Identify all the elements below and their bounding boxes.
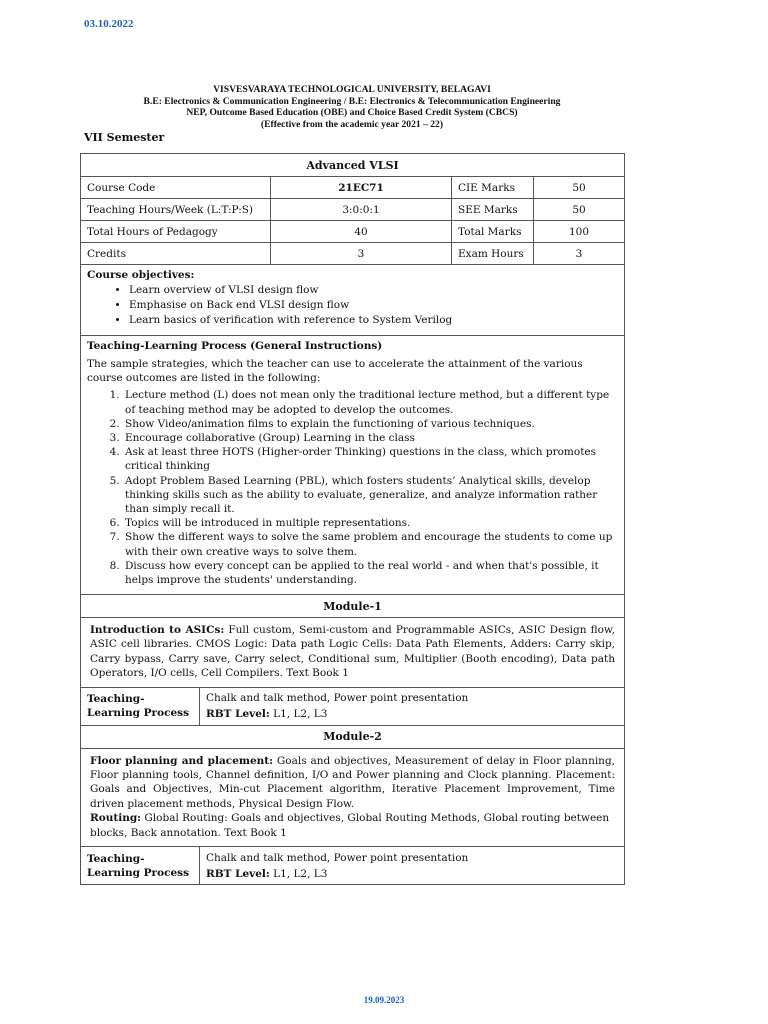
credits-label: Credits — [81, 243, 271, 265]
total-marks-value: 100 — [534, 221, 625, 243]
objectives-row — [81, 265, 625, 336]
pedagogy-hours-value: 40 — [271, 221, 452, 243]
module-1-tl-row — [81, 687, 625, 725]
module-1-tl-value — [200, 687, 625, 725]
rbt-level-value: L1, L2, L3 — [269, 708, 328, 721]
list-item: • Emphasise on Back end VLSI design flow — [129, 298, 618, 313]
list-item: 6. Topics will be introduced in multiple representations. — [123, 516, 618, 530]
course-info-row — [81, 199, 625, 221]
total-marks-label: Total Marks — [452, 221, 534, 243]
module-1-rbt — [206, 706, 618, 722]
module-2-content-row — [81, 748, 625, 846]
teaching-hours-label: Teaching Hours/Week (L:T:P:S) — [81, 199, 271, 221]
teaching-learning-cell — [81, 336, 625, 595]
semester-label: VII Semester — [84, 131, 165, 144]
cie-marks-value: 50 — [534, 177, 625, 199]
course-title: Advanced VLSI — [81, 154, 625, 177]
module-1-topic: Introduction to ASICs: — [90, 624, 225, 636]
objectives-heading: Course objectives: — [87, 269, 195, 281]
header-effective-year: (Effective from the academic year 2021 – 22) — [260, 118, 444, 130]
module-2-tl-row — [81, 847, 625, 885]
course-info-row — [81, 177, 625, 199]
see-marks-value: 50 — [534, 199, 625, 221]
list-item: 8. Discuss how every concept can be applied to the real world - and when that's possible, it helps improve the students' understanding. — [123, 559, 618, 587]
module-2-title-row — [81, 725, 625, 748]
list-item: 5. Adopt Problem Based Learning (PBL), which fosters students’ Analytical skills, develop thinking skills such as the ability to evaluate, generalize, and analyze information rather than simply recall it. — [123, 474, 618, 517]
list-item: 2. Show Video/animation films to explain the functioning of various techniques. — [123, 417, 618, 431]
module-1-tl-method: Chalk and talk method, Power point presentation — [206, 692, 469, 705]
pedagogy-hours-label: Total Hours of Pedagogy — [81, 221, 271, 243]
course-title-row — [81, 154, 625, 177]
list-item: 7. Show the different ways to solve the same problem and encourage the students to come up with their own creative ways to solve them. — [123, 530, 618, 558]
list-item: 4. Ask at least three HOTS (Higher-order Thinking) questions in the class, which promotes critical thinking — [123, 445, 618, 473]
module-2-description: Goals and objectives, Measurement of delay in Floor planning, Floor planning tools, Channel definition, I/O and Power planning and Clock planning. Placement: Goals and Objectives, Min-cut Placement algorithm, Iterative Placement Improvement, Time driven placement methods, Physical Design Flow. — [90, 754, 616, 810]
module-2-paragraph-1 — [90, 754, 615, 812]
rbt-level-label: RBT Level: — [206, 867, 270, 880]
objectives-list — [87, 283, 618, 328]
objectives-cell — [81, 265, 625, 336]
teaching-learning-heading: Teaching-Learning Process (General Instructions) — [87, 340, 383, 352]
document-date-top: 03.10.2022 — [84, 18, 134, 30]
teaching-learning-row — [81, 336, 625, 595]
course-info-row — [81, 221, 625, 243]
module-1-content-row — [81, 618, 625, 688]
credits-value: 3 — [271, 243, 452, 265]
module-1-description: Full custom, Semi-custom and Programmable ASICs, ASIC Design flow, ASIC cell libraries. CMOS Logic: Data path Logic Cells: Data Path Elements, Adders: Carry skip, Carry bypass, Carry save, Carry select, Conditional sum, Multiplier (Booth encoding), Data path Operators, I/O cells, Cell Compilers. Text Book 1 — [90, 624, 616, 680]
header-university-name: VISVESVARAYA TECHNOLOGICAL UNIVERSITY, BELAGAVI — [213, 84, 491, 95]
module-2-paragraph-2 — [90, 811, 615, 840]
module-2-topic-routing: Routing: — [90, 812, 142, 825]
teaching-learning-list — [87, 388, 618, 587]
exam-hours-label: Exam Hours — [452, 243, 534, 265]
course-code-label: Course Code — [81, 177, 271, 199]
list-item: 3. Encourage collaborative (Group) Learning in the class — [123, 431, 618, 445]
document-date-bottom: 19.09.2023 — [363, 995, 405, 1005]
module-2-content — [81, 748, 625, 846]
module-2-topic: Floor planning and placement: — [90, 754, 274, 767]
module-2-tl-label: Teaching-Learning Process — [81, 847, 200, 885]
module-2-tl-method: Chalk and talk method, Power point presentation — [206, 851, 469, 864]
university-header — [80, 84, 624, 130]
module-1-title-row — [81, 595, 625, 618]
module-1-content — [81, 618, 625, 688]
course-info-row — [81, 243, 625, 265]
list-item: • Learn overview of VLSI design flow — [129, 283, 618, 298]
syllabus-table — [80, 153, 625, 885]
see-marks-label: SEE Marks — [452, 199, 534, 221]
module-2-rbt — [206, 866, 618, 882]
module-2-tl-value — [200, 847, 625, 885]
rbt-level-label: RBT Level: — [206, 708, 270, 721]
teaching-learning-intro: The sample strategies, which the teacher can use to accelerate the attainment of the various course outcomes are listed in the following: — [87, 358, 583, 385]
teaching-hours-value: 3:0:0:1 — [271, 199, 452, 221]
header-program-name: B.E: Electronics & Communication Engineering / B.E: Electronics & Telecommunication Engineering — [143, 95, 561, 107]
module-2-title: Module-2 — [81, 725, 625, 748]
list-item: 1. Lecture method (L) does not mean only the traditional lecture method, but a different type of teaching method may be adopted to develop the outcomes. — [123, 388, 618, 416]
header-scheme: NEP, Outcome Based Education (OBE) and Choice Based Credit System (CBCS) — [186, 107, 518, 118]
module-2-description-routing: Global Routing: Goals and objectives, Global Routing Methods, Global routing between blocks, Back annotation. Text Book 1 — [90, 812, 610, 839]
course-code-value: 21EC71 — [271, 177, 452, 199]
cie-marks-label: CIE Marks — [452, 177, 534, 199]
exam-hours-value: 3 — [534, 243, 625, 265]
rbt-level-value: L1, L2, L3 — [269, 867, 328, 880]
module-1-tl-label: Teaching-Learning Process — [81, 687, 200, 725]
module-1-title: Module-1 — [81, 595, 625, 618]
list-item: • Learn basics of verification with reference to System Verilog — [129, 313, 618, 328]
